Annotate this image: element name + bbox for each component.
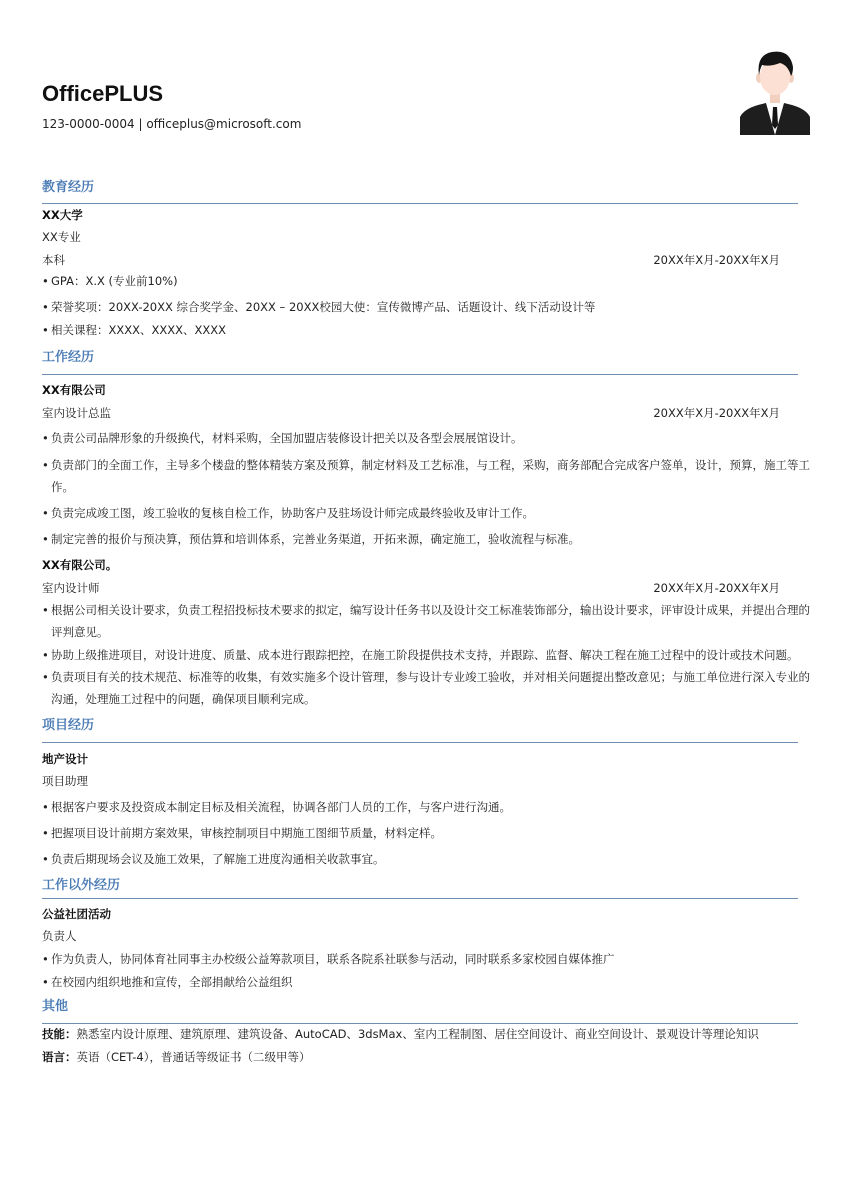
section-title-work: 工作经历: [42, 350, 95, 365]
divider: [42, 898, 798, 899]
company-name: XX有限公司。: [42, 558, 118, 572]
list-item: • 根据公司相关设计要求，负责工程招投标技术要求的拟定，编写设计任务书以及设计交工标准装饰部分，输出设计要求，评审设计成果，并提出合理的评判意见。: [42, 599, 819, 643]
list-item: • 相关课程：XXXX、XXXX、XXXX: [42, 319, 819, 341]
divider: [42, 374, 798, 375]
school-name: XX大学: [42, 208, 83, 222]
project-name: 地产设计: [42, 752, 88, 766]
skills-label: 技能：: [42, 1027, 77, 1041]
language-label: 语言：: [42, 1050, 77, 1064]
section-title-other: 其他: [42, 999, 69, 1014]
list-item: • 协助上级推进项目，对设计进度、质量、成本进行跟踪把控，在施工阶段提供技术支持，并跟踪、监督、解决工程在施工过程中的设计或技术问题。: [42, 644, 819, 666]
list-item: • 把握项目设计前期方案效果，审核控制项目中期施工图细节质量，材料定样。: [42, 822, 819, 844]
language-line: [42, 1049, 310, 1065]
list-item: • 负责后期现场会议及施工效果，了解施工进度沟通相关收款事宜。: [42, 848, 819, 870]
list-item: • 负责部门的全面工作，主导多个楼盘的整体精装方案及预算，制定材料及工艺标准，与工程，采购，商务部配合完成客户签单，设计，预算，施工等工作。: [42, 454, 819, 498]
divider: [42, 203, 798, 204]
contact-info: 123-0000-0004 | officeplus@microsoft.com: [42, 117, 302, 131]
company-name: XX有限公司: [42, 383, 106, 397]
list-item: • 荣誉奖项：20XX-20XX 综合奖学金、20XX – 20XX校园大使：宣传微博产品、话题设计、线下活动设计等: [42, 296, 819, 318]
activity-name: 公益社团活动: [42, 907, 111, 921]
divider: [42, 1023, 798, 1024]
list-item: • 在校园内组织地推和宣传，全部捐献给公益组织: [42, 971, 819, 993]
activity-role: 负责人: [42, 929, 77, 943]
education-date: 20XX年X月-20XX年X月: [653, 253, 780, 267]
list-item: • 负责公司品牌形象的升级换代，材料采购，全国加盟店装修设计把关以及各型会展展馆设计。: [42, 427, 819, 449]
job-role: 室内设计总监: [42, 406, 111, 420]
list-item: • 制定完善的报价与预决算，预估算和培训体系，完善业务渠道，开拓来源，确定施工，验收流程与标准。: [42, 528, 819, 550]
skills-line: [42, 1026, 759, 1042]
job-date: 20XX年X月-20XX年X月: [653, 406, 780, 420]
section-title-extra: 工作以外经历: [42, 878, 121, 893]
major: XX专业: [42, 230, 81, 244]
section-title-education: 教育经历: [42, 180, 95, 195]
project-role: 项目助理: [42, 774, 88, 788]
language-value: 英语（CET-4），普通话等级证书（二级甲等）: [76, 1050, 311, 1064]
section-title-project: 项目经历: [42, 718, 95, 733]
list-item: • 根据客户要求及投资成本制定目标及相关流程，协调各部门人员的工作，与客户进行沟通。: [42, 796, 819, 818]
divider: [42, 742, 798, 743]
skills-value: 熟悉室内设计原理、建筑原理、建筑设备、AutoCAD、3dsMax、室内工程制图、居住空间设计、商业空间设计、景观设计等理论知识: [76, 1027, 759, 1041]
list-item: • 负责完成竣工图，竣工验收的复核自检工作，协助客户及驻场设计师完成最终验收及审计工作。: [42, 502, 819, 524]
list-item: • 作为负责人，协同体育社同事主办校级公益筹款项目，联系各院系社联参与活动，同时联系多家校园自媒体推广: [42, 948, 819, 970]
candidate-name: OfficePLUS: [42, 81, 164, 106]
degree: 本科: [42, 253, 65, 267]
job-date: 20XX年X月-20XX年X月: [653, 581, 780, 595]
job-role: 室内设计师: [42, 581, 100, 595]
list-item: • 负责项目有关的技术规范、标准等的收集，有效实施多个设计管理，参与设计专业竣工验收，并对相关问题提出整改意见；与施工单位进行深入专业的沟通，处理施工过程中的问题，确保项目顺利完成。: [42, 666, 819, 710]
list-item: • GPA：X.X (专业前10%): [42, 270, 819, 292]
avatar: [740, 45, 810, 135]
